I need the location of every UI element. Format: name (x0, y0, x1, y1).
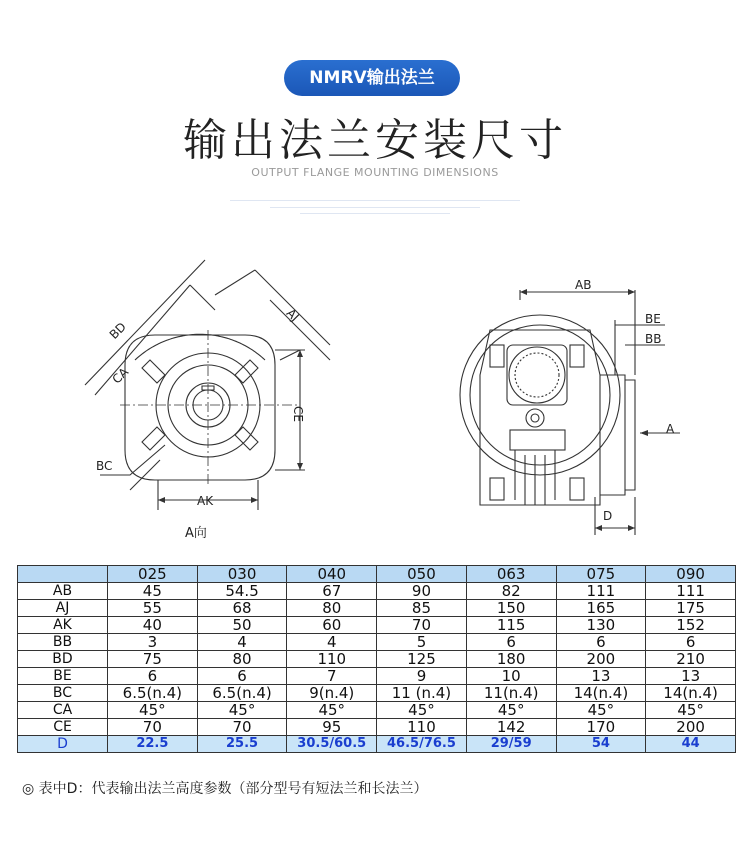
table-cell: 22.5 (108, 736, 198, 753)
table-cell: 95 (287, 719, 377, 736)
page-subtitle: OUTPUT FLANGE MOUNTING DIMENSIONS (251, 166, 499, 179)
table-cell: 45° (466, 702, 556, 719)
label-bc: BC (96, 459, 113, 473)
table-cell: 7 (287, 668, 377, 685)
table-row-label: D (18, 736, 108, 753)
table-header-cell: 090 (646, 566, 736, 583)
right-reducer-view (460, 290, 680, 535)
label-ak: AK (197, 494, 214, 508)
flange-drawing (0, 230, 750, 550)
view-caption: A向 (185, 526, 207, 541)
table-row-label: BD (18, 651, 108, 668)
table-cell: 68 (197, 600, 287, 617)
table-cell: 25.5 (197, 736, 287, 753)
label-ab: AB (575, 278, 592, 292)
table-row-label: BB (18, 634, 108, 651)
table-cell: 4 (197, 634, 287, 651)
page-title: 输出法兰安装尺寸 (183, 115, 567, 166)
table-cell: 6.5(n.4) (108, 685, 198, 702)
table-row-label: AK (18, 617, 108, 634)
table-row (18, 736, 736, 753)
table-cell: 125 (377, 651, 467, 668)
table-header-cell: 050 (377, 566, 467, 583)
label-ca: CA (109, 364, 132, 387)
table-footnote: ◎ 表中D：代表输出法兰高度参数（部分型号有短法兰和长法兰） (22, 781, 428, 797)
table-row-label: BC (18, 685, 108, 702)
table-cell: 142 (466, 719, 556, 736)
table-cell: 40 (108, 617, 198, 634)
table-row-label: AB (18, 583, 108, 600)
table-cell: 11(n.4) (466, 685, 556, 702)
table-row (18, 668, 736, 685)
table-cell: 210 (646, 651, 736, 668)
table-cell: 80 (197, 651, 287, 668)
table-cell: 6 (556, 634, 646, 651)
table-row (18, 617, 736, 634)
table-cell: 150 (466, 600, 556, 617)
table-cell: 45° (287, 702, 377, 719)
table-cell: 54 (556, 736, 646, 753)
table-cell: 45 (108, 583, 198, 600)
table-row (18, 702, 736, 719)
table-cell: 6 (466, 634, 556, 651)
table-header-cell: 025 (108, 566, 198, 583)
table-header-cell: 040 (287, 566, 377, 583)
table-cell: 110 (287, 651, 377, 668)
table-row (18, 685, 736, 702)
table-header-cell: 030 (197, 566, 287, 583)
table-cell: 44 (646, 736, 736, 753)
table-header-cell (18, 566, 108, 583)
table-row-label: CE (18, 719, 108, 736)
table-row (18, 719, 736, 736)
table-cell: 170 (556, 719, 646, 736)
table-cell: 70 (377, 617, 467, 634)
table-cell: 54.5 (197, 583, 287, 600)
decorative-line (230, 200, 520, 201)
table-cell: 3 (108, 634, 198, 651)
table-cell: 67 (287, 583, 377, 600)
table-cell: 111 (646, 583, 736, 600)
table-cell: 60 (287, 617, 377, 634)
table-header-cell: 063 (466, 566, 556, 583)
table-cell: 82 (466, 583, 556, 600)
table-row (18, 651, 736, 668)
table-row-label: CA (18, 702, 108, 719)
label-bd: BD (106, 319, 129, 342)
table-cell: 14(n.4) (556, 685, 646, 702)
table-cell: 45° (646, 702, 736, 719)
table-cell: 111 (556, 583, 646, 600)
table-cell: 6.5(n.4) (197, 685, 287, 702)
table-row (18, 600, 736, 617)
table-cell: 13 (646, 668, 736, 685)
table-cell: 45° (556, 702, 646, 719)
label-be: BE (645, 312, 661, 326)
table-cell: 45° (108, 702, 198, 719)
table-cell: 9 (377, 668, 467, 685)
decorative-line (270, 207, 480, 208)
table-row-label: BE (18, 668, 108, 685)
table-row-label: AJ (18, 600, 108, 617)
table-cell: 10 (466, 668, 556, 685)
table-cell: 175 (646, 600, 736, 617)
table-cell: 13 (556, 668, 646, 685)
table-row (18, 583, 736, 600)
table-cell: 30.5/60.5 (287, 736, 377, 753)
label-ce: CE (291, 406, 305, 422)
table-cell: 130 (556, 617, 646, 634)
table-cell: 85 (377, 600, 467, 617)
table-cell: 70 (197, 719, 287, 736)
label-bb: BB (645, 332, 662, 346)
table-cell: 55 (108, 600, 198, 617)
left-flange-view (85, 260, 330, 510)
table-cell: 200 (556, 651, 646, 668)
table-cell: 6 (108, 668, 198, 685)
table-cell: 200 (646, 719, 736, 736)
section-badge: NMRV输出法兰 (284, 60, 460, 96)
table-cell: 110 (377, 719, 467, 736)
table-cell: 45° (197, 702, 287, 719)
table-cell: 50 (197, 617, 287, 634)
table-cell: 115 (466, 617, 556, 634)
table-cell: 180 (466, 651, 556, 668)
table-row (18, 634, 736, 651)
table-cell: 29/59 (466, 736, 556, 753)
table-cell: 6 (197, 668, 287, 685)
table-cell: 70 (108, 719, 198, 736)
table-cell: 75 (108, 651, 198, 668)
table-cell: 14(n.4) (646, 685, 736, 702)
label-a: A (666, 422, 675, 436)
table-cell: 165 (556, 600, 646, 617)
label-aj: AJ (283, 305, 302, 325)
table-cell: 90 (377, 583, 467, 600)
table-cell: 6 (646, 634, 736, 651)
table-header-cell: 075 (556, 566, 646, 583)
table-cell: 46.5/76.5 (377, 736, 467, 753)
label-d: D (603, 509, 613, 523)
table-cell: 80 (287, 600, 377, 617)
decorative-line (300, 213, 450, 214)
dimension-table (17, 565, 736, 753)
table-cell: 11 (n.4) (377, 685, 467, 702)
table-header-row (18, 566, 736, 583)
table-cell: 5 (377, 634, 467, 651)
table-cell: 4 (287, 634, 377, 651)
table-cell: 45° (377, 702, 467, 719)
table-cell: 152 (646, 617, 736, 634)
table-cell: 9(n.4) (287, 685, 377, 702)
